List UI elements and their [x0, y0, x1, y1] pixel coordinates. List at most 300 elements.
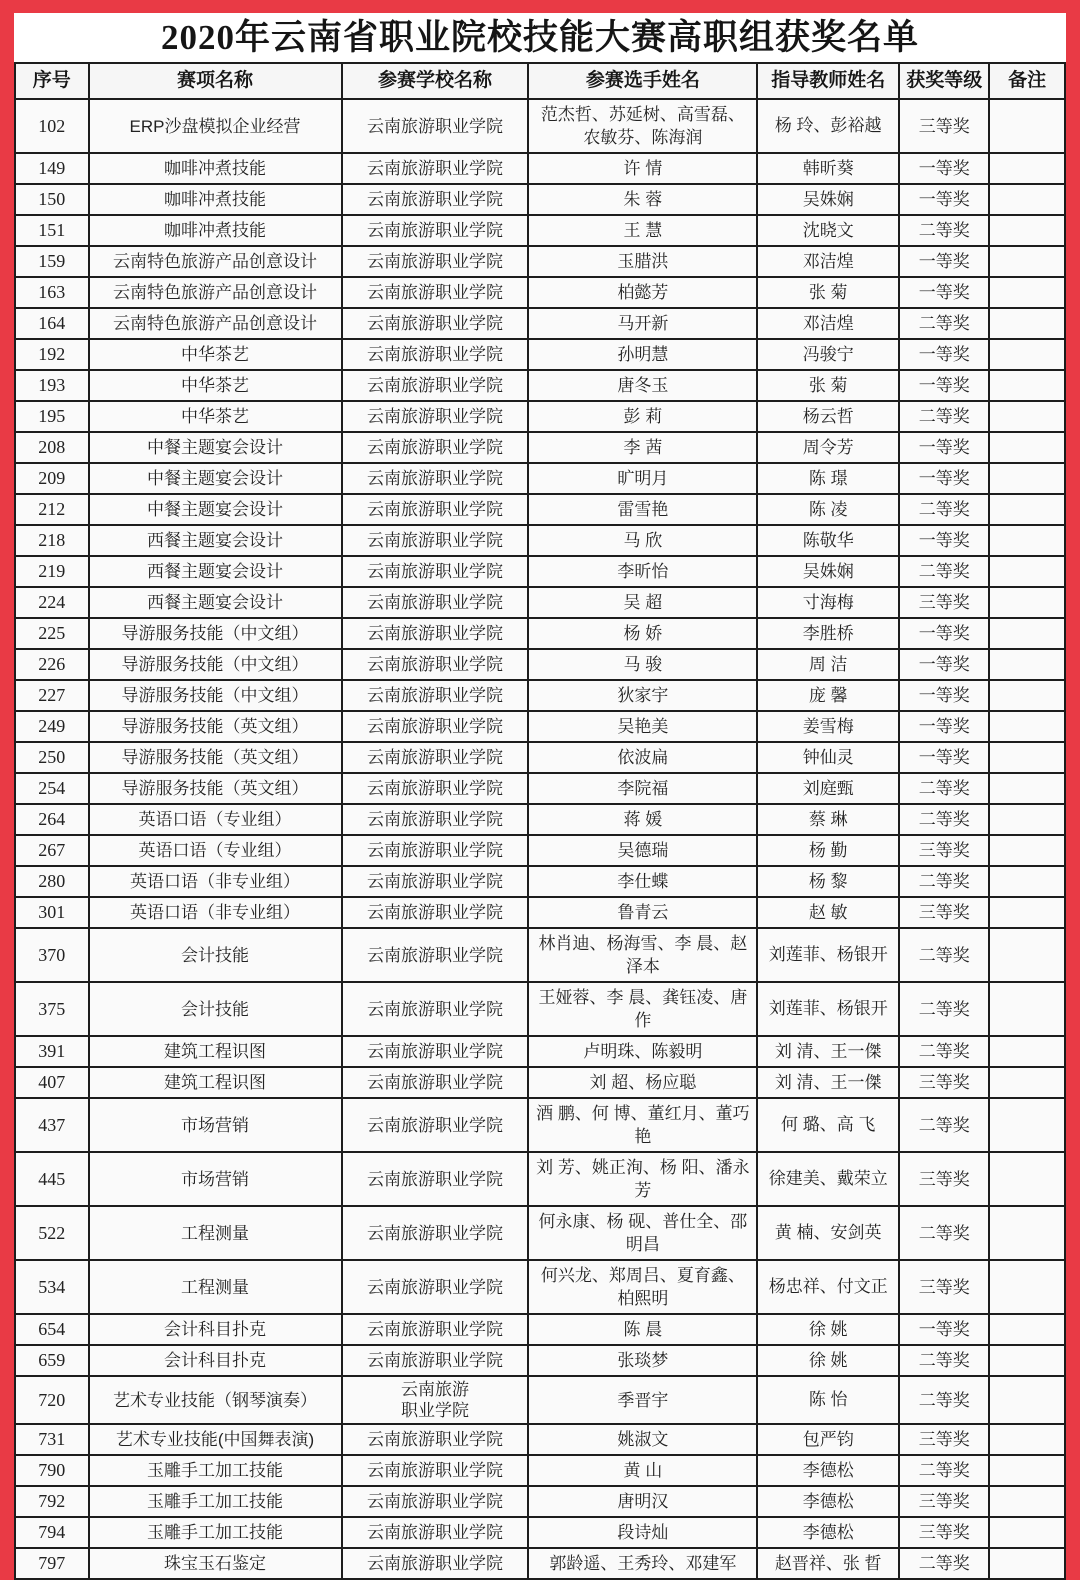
col-header-school: 参赛学校名称	[342, 63, 529, 99]
table-row	[15, 680, 1065, 711]
cell-no: 731	[15, 1424, 89, 1455]
cell-school: 云南旅游职业学院	[342, 982, 529, 1036]
cell-award: 二等奖	[899, 804, 989, 835]
page-title: 2020年云南省职业院校技能大赛高职组获奖名单	[160, 18, 919, 57]
table-row	[15, 587, 1065, 618]
cell-event: 导游服务技能（中文组）	[89, 680, 342, 711]
cell-school: 云南旅游职业学院	[342, 246, 529, 277]
table-row	[15, 277, 1065, 308]
cell-no: 219	[15, 556, 89, 587]
cell-no: 208	[15, 432, 89, 463]
cell-contestants: 李院福	[528, 773, 757, 804]
cell-event: 玉雕手工加工技能	[89, 1517, 342, 1548]
col-header-award: 获奖等级	[899, 63, 989, 99]
cell-teachers: 徐建美、戴荣立	[757, 1152, 899, 1206]
cell-event: 艺术专业技能（钢琴演奏）	[89, 1376, 342, 1424]
cell-school: 云南旅游职业学院	[342, 370, 529, 401]
cell-school: 云南旅游职业学院	[342, 1345, 529, 1376]
table-row	[15, 308, 1065, 339]
cell-teachers: 刘庭甄	[757, 773, 899, 804]
cell-contestants: 王 慧	[528, 215, 757, 246]
cell-no: 794	[15, 1517, 89, 1548]
cell-no: 159	[15, 246, 89, 277]
cell-award: 一等奖	[899, 680, 989, 711]
cell-remark	[989, 1486, 1065, 1517]
cell-contestants: 吴 超	[528, 587, 757, 618]
cell-teachers: 寸海梅	[757, 587, 899, 618]
cell-contestants: 旷明月	[528, 463, 757, 494]
cell-remark	[989, 1098, 1065, 1152]
cell-contestants: 李仕蝶	[528, 866, 757, 897]
cell-remark	[989, 370, 1065, 401]
col-header-no: 序号	[15, 63, 89, 99]
cell-event: 珠宝玉石鉴定	[89, 1548, 342, 1579]
cell-teachers: 周令芳	[757, 432, 899, 463]
cell-no: 102	[15, 99, 89, 153]
cell-event: 中华茶艺	[89, 401, 342, 432]
cell-remark	[989, 153, 1065, 184]
cell-remark	[989, 1152, 1065, 1206]
cell-teachers: 杨 玲、彭裕越	[757, 99, 899, 153]
table-row	[15, 1152, 1065, 1206]
cell-teachers: 徐 姚	[757, 1314, 899, 1345]
cell-award: 一等奖	[899, 153, 989, 184]
cell-school: 云南旅游职业学院	[342, 1152, 529, 1206]
cell-no: 792	[15, 1486, 89, 1517]
cell-event: 会计技能	[89, 982, 342, 1036]
cell-award: 三等奖	[899, 587, 989, 618]
cell-teachers: 黄 楠、安剑英	[757, 1206, 899, 1260]
cell-award: 二等奖	[899, 982, 989, 1036]
cell-contestants: 蒋 媛	[528, 804, 757, 835]
cell-contestants: 陈 晨	[528, 1314, 757, 1345]
cell-event: 导游服务技能（中文组）	[89, 618, 342, 649]
cell-school: 云南旅游职业学院	[342, 432, 529, 463]
cell-remark	[989, 1314, 1065, 1345]
cell-no: 163	[15, 277, 89, 308]
cell-contestants: 孙明慧	[528, 339, 757, 370]
cell-award: 二等奖	[899, 1098, 989, 1152]
table-row	[15, 928, 1065, 982]
cell-contestants: 酒 鹏、何 博、董红月、董巧艳	[528, 1098, 757, 1152]
table-row	[15, 556, 1065, 587]
cell-teachers: 杨云哲	[757, 401, 899, 432]
cell-event: 中餐主题宴会设计	[89, 463, 342, 494]
cell-remark	[989, 525, 1065, 556]
cell-no: 249	[15, 711, 89, 742]
cell-school: 云南旅游职业学院	[342, 1486, 529, 1517]
cell-contestants: 马 骏	[528, 649, 757, 680]
table-row	[15, 1098, 1065, 1152]
cell-school: 云南旅游职业学院	[342, 928, 529, 982]
table-row	[15, 463, 1065, 494]
cell-teachers: 杨 黎	[757, 866, 899, 897]
cell-no: 522	[15, 1206, 89, 1260]
cell-contestants: 刘 芳、姚正洵、杨 阳、潘永芳	[528, 1152, 757, 1206]
table-row	[15, 1548, 1065, 1579]
cell-event: 导游服务技能（英文组）	[89, 773, 342, 804]
cell-contestants: 李 茜	[528, 432, 757, 463]
table-row	[15, 370, 1065, 401]
table-row	[15, 339, 1065, 370]
table-row	[15, 1376, 1065, 1424]
cell-teachers: 刘莲菲、杨银开	[757, 982, 899, 1036]
cell-school: 云南旅游职业学院	[342, 494, 529, 525]
cell-contestants: 林肖迪、杨海雪、李 晨、赵泽本	[528, 928, 757, 982]
table-row	[15, 1517, 1065, 1548]
cell-no: 224	[15, 587, 89, 618]
table-row	[15, 711, 1065, 742]
cell-school: 云南旅游职业学院	[342, 277, 529, 308]
cell-contestants: 杨 娇	[528, 618, 757, 649]
cell-school: 云南旅游职业学院	[342, 1206, 529, 1260]
cell-teachers: 钟仙灵	[757, 742, 899, 773]
cell-event: 英语口语（专业组）	[89, 835, 342, 866]
cell-school: 云南旅游职业学院	[342, 184, 529, 215]
cell-event: 导游服务技能（英文组）	[89, 711, 342, 742]
cell-remark	[989, 1517, 1065, 1548]
cell-remark	[989, 556, 1065, 587]
cell-school: 云南旅游职业学院	[342, 1455, 529, 1486]
cell-teachers: 徐 姚	[757, 1345, 899, 1376]
cell-no: 227	[15, 680, 89, 711]
cell-remark	[989, 680, 1065, 711]
cell-remark	[989, 1260, 1065, 1314]
cell-school: 云南旅游职业学院	[342, 1424, 529, 1455]
cell-award: 二等奖	[899, 1206, 989, 1260]
cell-no: 264	[15, 804, 89, 835]
header-row	[15, 63, 1065, 99]
table-row	[15, 494, 1065, 525]
cell-contestants: 马 欣	[528, 525, 757, 556]
cell-remark	[989, 1345, 1065, 1376]
cell-event: ERP沙盘模拟企业经营	[89, 99, 342, 153]
cell-contestants: 朱 蓉	[528, 184, 757, 215]
cell-no: 151	[15, 215, 89, 246]
table-row	[15, 897, 1065, 928]
cell-teachers: 杨忠祥、付文正	[757, 1260, 899, 1314]
cell-contestants: 柏懿芳	[528, 277, 757, 308]
cell-contestants: 狄家宇	[528, 680, 757, 711]
cell-award: 三等奖	[899, 1067, 989, 1098]
cell-award: 一等奖	[899, 742, 989, 773]
cell-school: 云南旅游职业学院	[342, 587, 529, 618]
table-row	[15, 1314, 1065, 1345]
cell-event: 咖啡冲煮技能	[89, 184, 342, 215]
cell-school: 云南旅游职业学院	[342, 742, 529, 773]
cell-school: 云南旅游职业学院	[342, 1260, 529, 1314]
cell-remark	[989, 897, 1065, 928]
cell-remark	[989, 1424, 1065, 1455]
cell-contestants: 鲁青云	[528, 897, 757, 928]
cell-no: 218	[15, 525, 89, 556]
cell-school: 云南旅游职业学院	[342, 866, 529, 897]
cell-event: 西餐主题宴会设计	[89, 587, 342, 618]
cell-no: 407	[15, 1067, 89, 1098]
cell-event: 艺术专业技能(中国舞表演)	[89, 1424, 342, 1455]
cell-school: 云南旅游职业学院	[342, 649, 529, 680]
cell-event: 建筑工程识图	[89, 1036, 342, 1067]
table-row	[15, 618, 1065, 649]
cell-remark	[989, 277, 1065, 308]
cell-remark	[989, 711, 1065, 742]
cell-contestants: 何永康、杨 砚、普仕全、邵明昌	[528, 1206, 757, 1260]
cell-school: 云南旅游职业学院	[342, 897, 529, 928]
cell-event: 建筑工程识图	[89, 1067, 342, 1098]
cell-contestants: 吴德瑞	[528, 835, 757, 866]
cell-contestants: 张琰梦	[528, 1345, 757, 1376]
cell-award: 一等奖	[899, 246, 989, 277]
cell-award: 二等奖	[899, 773, 989, 804]
cell-remark	[989, 1067, 1065, 1098]
cell-school: 云南旅游职业学院	[342, 153, 529, 184]
cell-award: 二等奖	[899, 215, 989, 246]
table-row	[15, 742, 1065, 773]
cell-award: 一等奖	[899, 184, 989, 215]
cell-teachers: 吴姝娴	[757, 184, 899, 215]
cell-remark	[989, 184, 1065, 215]
table-row	[15, 982, 1065, 1036]
cell-school: 云南旅游职业学院	[342, 835, 529, 866]
cell-school: 云南旅游 职业学院	[342, 1376, 529, 1424]
cell-remark	[989, 339, 1065, 370]
cell-contestants: 季晋宇	[528, 1376, 757, 1424]
cell-remark	[989, 463, 1065, 494]
col-header-event: 赛项名称	[89, 63, 342, 99]
cell-award: 三等奖	[899, 1152, 989, 1206]
cell-no: 192	[15, 339, 89, 370]
cell-school: 云南旅游职业学院	[342, 339, 529, 370]
cell-award: 三等奖	[899, 1260, 989, 1314]
cell-event: 市场营销	[89, 1152, 342, 1206]
cell-award: 一等奖	[899, 649, 989, 680]
cell-teachers: 刘 清、王一傑	[757, 1036, 899, 1067]
cell-contestants: 刘 超、杨应聪	[528, 1067, 757, 1098]
table-row	[15, 184, 1065, 215]
table-row	[15, 432, 1065, 463]
cell-school: 云南旅游职业学院	[342, 463, 529, 494]
cell-remark	[989, 99, 1065, 153]
cell-no: 391	[15, 1036, 89, 1067]
document-page	[14, 13, 1066, 1573]
cell-award: 二等奖	[899, 1548, 989, 1579]
cell-award: 一等奖	[899, 525, 989, 556]
cell-school: 云南旅游职业学院	[342, 556, 529, 587]
cell-remark	[989, 866, 1065, 897]
cell-teachers: 刘莲菲、杨银开	[757, 928, 899, 982]
cell-school: 云南旅游职业学院	[342, 680, 529, 711]
cell-remark	[989, 494, 1065, 525]
cell-event: 咖啡冲煮技能	[89, 215, 342, 246]
cell-contestants: 何兴龙、郑周吕、夏育鑫、柏熙明	[528, 1260, 757, 1314]
cell-remark	[989, 649, 1065, 680]
cell-teachers: 邓洁煌	[757, 246, 899, 277]
cell-teachers: 赵 敏	[757, 897, 899, 928]
cell-contestants: 卢明珠、陈毅明	[528, 1036, 757, 1067]
cell-contestants: 王娅蓉、李 晨、龚钰凌、唐作	[528, 982, 757, 1036]
cell-school: 云南旅游职业学院	[342, 618, 529, 649]
cell-no: 195	[15, 401, 89, 432]
cell-no: 164	[15, 308, 89, 339]
cell-event: 工程测量	[89, 1260, 342, 1314]
cell-award: 三等奖	[899, 1424, 989, 1455]
cell-event: 英语口语（非专业组）	[89, 866, 342, 897]
cell-no: 301	[15, 897, 89, 928]
cell-contestants: 黄 山	[528, 1455, 757, 1486]
table-row	[15, 525, 1065, 556]
cell-remark	[989, 835, 1065, 866]
cell-remark	[989, 982, 1065, 1036]
cell-remark	[989, 1548, 1065, 1579]
cell-school: 云南旅游职业学院	[342, 711, 529, 742]
cell-remark	[989, 1036, 1065, 1067]
cell-award: 三等奖	[899, 1517, 989, 1548]
cell-teachers: 蔡 琳	[757, 804, 899, 835]
cell-remark	[989, 587, 1065, 618]
col-header-teachers: 指导教师姓名	[757, 63, 899, 99]
cell-teachers: 刘 清、王一傑	[757, 1067, 899, 1098]
cell-no: 790	[15, 1455, 89, 1486]
cell-no: 370	[15, 928, 89, 982]
cell-teachers: 何 璐、高 飞	[757, 1098, 899, 1152]
cell-award: 二等奖	[899, 401, 989, 432]
cell-school: 云南旅游职业学院	[342, 99, 529, 153]
table-row	[15, 215, 1065, 246]
cell-award: 二等奖	[899, 494, 989, 525]
table-body	[15, 99, 1065, 1579]
cell-contestants: 雷雪艳	[528, 494, 757, 525]
cell-no: 659	[15, 1345, 89, 1376]
cell-teachers: 陈 凌	[757, 494, 899, 525]
cell-contestants: 范杰哲、苏延树、高雪磊、农敏芬、陈海润	[528, 99, 757, 153]
cell-event: 中华茶艺	[89, 339, 342, 370]
table-row	[15, 1206, 1065, 1260]
cell-teachers: 吴姝娴	[757, 556, 899, 587]
cell-contestants: 马开新	[528, 308, 757, 339]
cell-award: 二等奖	[899, 556, 989, 587]
cell-no: 254	[15, 773, 89, 804]
cell-contestants: 唐明汉	[528, 1486, 757, 1517]
cell-award: 一等奖	[899, 463, 989, 494]
cell-teachers: 李德松	[757, 1486, 899, 1517]
cell-school: 云南旅游职业学院	[342, 1548, 529, 1579]
table-row	[15, 1345, 1065, 1376]
cell-teachers: 赵晋祥、张 晢	[757, 1548, 899, 1579]
cell-school: 云南旅游职业学院	[342, 773, 529, 804]
cell-school: 云南旅游职业学院	[342, 1098, 529, 1152]
col-header-contestants: 参赛选手姓名	[528, 63, 757, 99]
cell-event: 会计科目扑克	[89, 1345, 342, 1376]
cell-contestants: 许 情	[528, 153, 757, 184]
cell-event: 工程测量	[89, 1206, 342, 1260]
cell-school: 云南旅游职业学院	[342, 1067, 529, 1098]
cell-school: 云南旅游职业学院	[342, 1517, 529, 1548]
cell-contestants: 李昕怡	[528, 556, 757, 587]
cell-teachers: 陈 璟	[757, 463, 899, 494]
cell-teachers: 杨 勤	[757, 835, 899, 866]
cell-no: 250	[15, 742, 89, 773]
table-row	[15, 804, 1065, 835]
cell-no: 149	[15, 153, 89, 184]
cell-award: 一等奖	[899, 618, 989, 649]
cell-remark	[989, 246, 1065, 277]
cell-contestants: 依波扁	[528, 742, 757, 773]
cell-contestants: 唐冬玉	[528, 370, 757, 401]
cell-event: 玉雕手工加工技能	[89, 1486, 342, 1517]
cell-no: 280	[15, 866, 89, 897]
cell-teachers: 邓洁煌	[757, 308, 899, 339]
cell-no: 445	[15, 1152, 89, 1206]
cell-no: 150	[15, 184, 89, 215]
cell-school: 云南旅游职业学院	[342, 308, 529, 339]
table-row	[15, 153, 1065, 184]
table-row	[15, 1260, 1065, 1314]
cell-award: 二等奖	[899, 866, 989, 897]
cell-event: 云南特色旅游产品创意设计	[89, 246, 342, 277]
cell-award: 一等奖	[899, 277, 989, 308]
table-row	[15, 401, 1065, 432]
cell-school: 云南旅游职业学院	[342, 401, 529, 432]
cell-event: 英语口语（专业组）	[89, 804, 342, 835]
cell-award: 三等奖	[899, 99, 989, 153]
cell-no: 225	[15, 618, 89, 649]
cell-event: 西餐主题宴会设计	[89, 556, 342, 587]
cell-school: 云南旅游职业学院	[342, 804, 529, 835]
cell-remark	[989, 1376, 1065, 1424]
cell-remark	[989, 928, 1065, 982]
cell-no: 437	[15, 1098, 89, 1152]
cell-school: 云南旅游职业学院	[342, 215, 529, 246]
cell-teachers: 李德松	[757, 1455, 899, 1486]
cell-school: 云南旅游职业学院	[342, 525, 529, 556]
cell-award: 三等奖	[899, 835, 989, 866]
cell-no: 267	[15, 835, 89, 866]
col-header-remark: 备注	[989, 63, 1065, 99]
cell-teachers: 冯骏宁	[757, 339, 899, 370]
cell-no: 212	[15, 494, 89, 525]
cell-teachers: 韩昕葵	[757, 153, 899, 184]
cell-event: 中餐主题宴会设计	[89, 494, 342, 525]
cell-event: 中华茶艺	[89, 370, 342, 401]
cell-remark	[989, 773, 1065, 804]
cell-award: 二等奖	[899, 1376, 989, 1424]
cell-remark	[989, 618, 1065, 649]
cell-contestants: 吴艳美	[528, 711, 757, 742]
cell-award: 二等奖	[899, 928, 989, 982]
table-row	[15, 1455, 1065, 1486]
table-row	[15, 835, 1065, 866]
cell-event: 云南特色旅游产品创意设计	[89, 308, 342, 339]
cell-no: 209	[15, 463, 89, 494]
cell-event: 西餐主题宴会设计	[89, 525, 342, 556]
cell-award: 二等奖	[899, 1345, 989, 1376]
cell-teachers: 庞 馨	[757, 680, 899, 711]
cell-remark	[989, 804, 1065, 835]
table-row	[15, 1424, 1065, 1455]
cell-teachers: 李胜桥	[757, 618, 899, 649]
cell-teachers: 张 菊	[757, 370, 899, 401]
cell-no: 226	[15, 649, 89, 680]
cell-no: 375	[15, 982, 89, 1036]
cell-award: 二等奖	[899, 1455, 989, 1486]
cell-contestants: 彭 莉	[528, 401, 757, 432]
cell-remark	[989, 215, 1065, 246]
cell-teachers: 周 洁	[757, 649, 899, 680]
cell-teachers: 姜雪梅	[757, 711, 899, 742]
cell-school: 云南旅游职业学院	[342, 1314, 529, 1345]
table-row	[15, 773, 1065, 804]
cell-event: 咖啡冲煮技能	[89, 153, 342, 184]
